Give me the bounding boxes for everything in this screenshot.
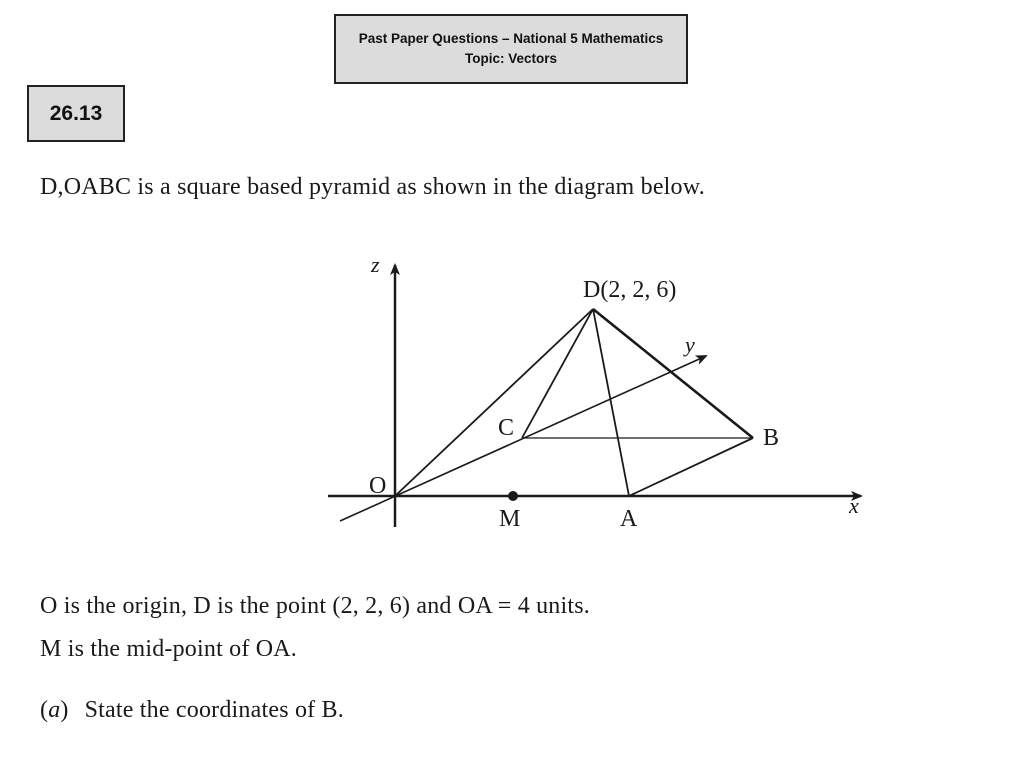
- vertex-label-c: C: [498, 415, 515, 441]
- part-a-open-paren: (: [40, 697, 49, 723]
- statement-line-1: O is the origin, D is the point (2, 2, 6) and OA = 4 units.: [40, 593, 590, 619]
- vertex-label-o: O: [369, 473, 387, 499]
- part-a-close-paren: ): [60, 697, 69, 723]
- midpoint-m-dot: [508, 491, 518, 501]
- edge-db: [593, 309, 753, 438]
- edge-od: [395, 309, 593, 496]
- axis-label-y: y: [685, 332, 695, 357]
- question-number: 26.13: [49, 101, 103, 125]
- edge-ab: [629, 438, 753, 496]
- axis-label-x: x: [849, 493, 859, 518]
- axis-label-z: z: [371, 252, 380, 277]
- statement-line-2: M is the mid-point of OA.: [40, 636, 297, 662]
- header-title: Past Paper Questions – National 5 Mathematics: [358, 31, 664, 46]
- question-part-a: [40, 697, 344, 724]
- edge-dc: [522, 309, 593, 438]
- header-topic: Topic: Vectors: [464, 51, 558, 66]
- vertex-label-b: B: [763, 425, 780, 451]
- part-a-text: State the coordinates of B.: [84, 697, 344, 723]
- edge-da: [593, 309, 629, 496]
- part-a-label: a: [48, 697, 61, 723]
- question-intro: D,OABC is a square based pyramid as shown in the diagram below.: [40, 174, 705, 200]
- point-label-m: M: [499, 506, 521, 532]
- vertex-label-d: D(2, 2, 6): [583, 277, 677, 303]
- part-a-marker: [40, 697, 69, 723]
- vertex-label-a: A: [620, 506, 638, 532]
